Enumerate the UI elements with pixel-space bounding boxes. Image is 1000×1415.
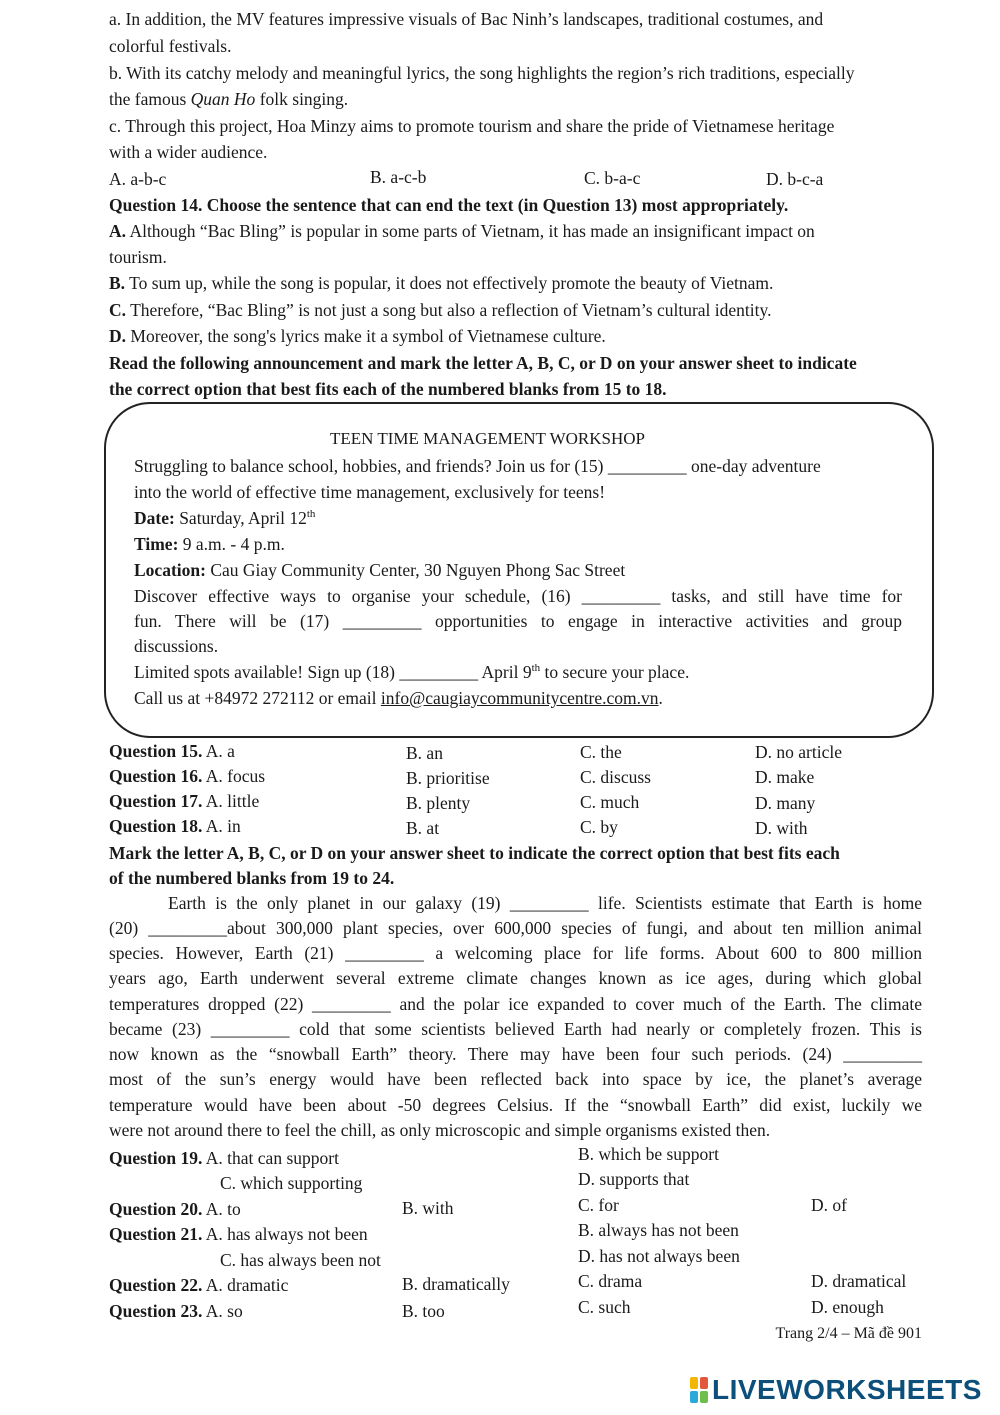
passage-line-8: most of the sun’s energy would have been reflected back into space by ice, the planet’s average	[109, 1069, 922, 1089]
announcement-p2-line2: fun. There will be (17) _________ opportunities to engage in interactive activities and group	[134, 611, 902, 631]
q21-label: Question 21.	[109, 1224, 203, 1244]
q14-option-c-label: C.	[109, 300, 127, 320]
q13-item-b-line2	[109, 88, 348, 110]
q17-option-c[interactable]: C. much	[580, 792, 640, 812]
q18-option-a[interactable]: A. in	[205, 816, 241, 836]
q14-option-c-text: Therefore, “Bac Bling” is not just a song but also a reflection of Vietnam’s cultural identity.	[130, 300, 772, 320]
q17-option-b[interactable]: B. plenty	[406, 793, 471, 813]
q13-item-b-text: the famous	[109, 89, 191, 109]
q22-option-a[interactable]: A. dramatic	[205, 1275, 289, 1295]
date-value: Saturday, April 12	[179, 508, 307, 528]
q21-option-b[interactable]: B. always has not been	[578, 1220, 739, 1240]
q17-option-a[interactable]: A. little	[205, 791, 260, 811]
q21-option-c[interactable]: C. has always been not	[220, 1250, 381, 1270]
page-footer: Trang 2/4 – Mã đề 901	[775, 1325, 922, 1342]
q17-row	[109, 790, 259, 812]
contact-text-end: .	[658, 688, 663, 708]
signup-date-suffix: th	[531, 662, 541, 675]
passage-line-6: became (23) _________ cold that some scientists believed Earth had nearly or completely frozen. This is	[109, 1019, 922, 1039]
q23-label: Question 23.	[109, 1301, 203, 1321]
instruction-15-18-line1: Read the following announcement and mark the letter A, B, C, or D on your answer sheet to indicate	[109, 353, 857, 373]
q23-option-c[interactable]: C. such	[578, 1297, 631, 1317]
passage-line-7: now known as the “snowball Earth” theory. There may have been four such periods. (24) _________	[109, 1044, 922, 1064]
q13-option-b[interactable]: B. a-c-b	[370, 167, 427, 187]
passage-line-10: were not around there to feel the chill, as only microscopic and simple organisms existed then.	[109, 1120, 771, 1140]
q22-option-c[interactable]: C. drama	[578, 1271, 643, 1291]
q14-stem: Question 14. Choose the sentence that can end the text (in Question 13) most appropriately.	[109, 195, 789, 215]
q21-option-a[interactable]: A. has always not been	[205, 1224, 368, 1244]
q23-option-d[interactable]: D. enough	[811, 1297, 884, 1317]
q15-option-d[interactable]: D. no article	[755, 742, 842, 762]
q13-item-b-text-end: folk singing.	[255, 89, 349, 109]
signup-text: Limited spots available! Sign up (18) _________ April 9	[134, 662, 532, 682]
passage-line-2: (20) _________about 300,000 plant species, over 600,000 species of fungi, and about ten million animal	[109, 918, 922, 938]
quan-ho-italic: Quan Ho	[190, 89, 256, 109]
q19-option-a[interactable]: A. that can support	[205, 1148, 339, 1168]
date-suffix: th	[306, 508, 316, 521]
q14-option-a-line1[interactable]	[109, 220, 815, 242]
q16-option-d[interactable]: D. make	[755, 767, 815, 787]
announcement-p2-line1: Discover effective ways to organise your schedule, (16) _________ tasks, and still have time for	[134, 586, 902, 606]
q14-option-d-label: D.	[109, 326, 127, 346]
q22-option-b[interactable]: B. dramatically	[402, 1274, 510, 1294]
q13-item-a-line2: colorful festivals.	[109, 36, 232, 56]
time-value: 9 a.m. - 4 p.m.	[182, 534, 285, 554]
q17-label: Question 17.	[109, 791, 203, 811]
passage-line-3: species. However, Earth (21) _________ a welcoming place for life forms. About 600 to 800 million	[109, 943, 922, 963]
q13-item-c-line2: with a wider audience.	[109, 142, 268, 162]
q19-option-b[interactable]: B. which be support	[578, 1144, 719, 1164]
q18-option-b[interactable]: B. at	[406, 818, 440, 838]
liveworksheets-logo[interactable]	[690, 1374, 982, 1406]
announcement-p1-line2: into the world of effective time management, exclusively for teens!	[134, 482, 606, 502]
q16-option-b[interactable]: B. prioritise	[406, 768, 490, 788]
q16-row	[109, 765, 265, 787]
announcement-p1-line1: Struggling to balance school, hobbies, and friends? Join us for (15) _________ one-day adventure	[134, 456, 821, 476]
q19-option-d[interactable]: D. supports that	[578, 1169, 690, 1189]
q16-label: Question 16.	[109, 766, 203, 786]
q18-label: Question 18.	[109, 816, 203, 836]
q15-option-a[interactable]: A. a	[205, 741, 235, 761]
q21-option-d[interactable]: D. has not always been	[578, 1246, 740, 1266]
announcement-p2-line3: discussions.	[134, 636, 219, 656]
q23-option-a[interactable]: A. so	[205, 1301, 243, 1321]
time-label: Time:	[134, 534, 179, 554]
q13-option-c[interactable]: C. b-a-c	[584, 168, 641, 188]
q20-option-d[interactable]: D. of	[811, 1195, 847, 1215]
logo-mark-icon	[690, 1377, 708, 1403]
announcement-title: TEEN TIME MANAGEMENT WORKSHOP	[330, 429, 645, 448]
q18-option-c[interactable]: C. by	[580, 817, 618, 837]
q20-label: Question 20.	[109, 1199, 203, 1219]
q23-row	[109, 1300, 243, 1322]
q15-row	[109, 740, 235, 762]
q19-label: Question 19.	[109, 1148, 203, 1168]
q15-option-c[interactable]: C. the	[580, 742, 622, 762]
q16-option-c[interactable]: C. discuss	[580, 767, 651, 787]
date-label: Date:	[134, 508, 175, 528]
q22-option-d[interactable]: D. dramatical	[811, 1271, 907, 1291]
instruction-19-24-line1: Mark the letter A, B, C, or D on your answer sheet to indicate the correct option that best fits each	[109, 843, 840, 863]
q15-label: Question 15.	[109, 741, 203, 761]
announcement-signup	[134, 661, 689, 683]
location-value: Cau Giay Community Center, 30 Nguyen Phong Sac Street	[210, 560, 626, 580]
q14-option-d-text: Moreover, the song's lyrics make it a symbol of Vietnamese culture.	[130, 326, 606, 346]
q15-option-b[interactable]: B. an	[406, 743, 443, 763]
q14-option-a-text: Although “Bac Bling” is popular in some parts of Vietnam, it has made an insignificant impact on	[129, 221, 815, 241]
q20-row	[109, 1198, 241, 1220]
q14-option-a-line2: tourism.	[109, 247, 167, 267]
q19-row	[109, 1147, 339, 1169]
announcement-location	[134, 559, 625, 581]
q19-option-c[interactable]: C. which supporting	[220, 1173, 363, 1193]
q22-row	[109, 1274, 288, 1296]
passage-line-4: years ago, Earth underwent several extreme climate changes known as ice ages, during which global	[109, 968, 922, 988]
announcement-time	[134, 533, 285, 555]
q13-item-b-line1: b. With its catchy melody and meaningful lyrics, the song highlights the region’s rich traditions, especially	[109, 63, 855, 83]
q13-item-a-line1: a. In addition, the MV features impressive visuals of Bac Ninh’s landscapes, traditional costumes, and	[109, 9, 824, 29]
passage-line-1: Earth is the only planet in our galaxy (19) _________ life. Scientists estimate that Earth is home	[168, 893, 922, 913]
q23-option-b[interactable]: B. too	[402, 1301, 445, 1321]
q20-option-a[interactable]: A. to	[205, 1199, 241, 1219]
q14-option-a-label: A.	[109, 221, 127, 241]
email-link[interactable]: info@caugiaycommunitycentre.com.vn	[380, 688, 659, 708]
logo-text: LIVEWORKSHEETS	[712, 1374, 982, 1405]
q13-item-c-line1: c. Through this project, Hoa Minzy aims to promote tourism and share the pride of Vietnamese heritage	[109, 116, 835, 136]
q16-option-a[interactable]: A. focus	[205, 766, 266, 786]
q13-option-d[interactable]: D. b-c-a	[766, 169, 824, 189]
q14-option-b-text: To sum up, while the song is popular, it does not effectively promote the beauty of Vietnam.	[129, 273, 774, 293]
q18-row	[109, 815, 241, 837]
q13-option-a[interactable]: A. a-b-c	[109, 169, 167, 189]
passage-line-5: temperatures dropped (22) _________ and the polar ice expanded to cover much of the Earth. The climate	[109, 994, 922, 1014]
location-label: Location:	[134, 560, 206, 580]
q22-label: Question 22.	[109, 1275, 203, 1295]
q21-row	[109, 1223, 368, 1245]
signup-text-end: to secure your place.	[540, 662, 690, 682]
q20-option-b[interactable]: B. with	[402, 1198, 454, 1218]
announcement-date	[134, 507, 315, 529]
instruction-15-18-line2: the correct option that best fits each of the numbered blanks from 15 to 18.	[109, 379, 667, 399]
q14-option-b[interactable]	[109, 272, 773, 294]
q14-option-b-label: B.	[109, 273, 126, 293]
announcement-contact	[134, 687, 663, 709]
q14-option-d[interactable]	[109, 325, 606, 347]
q18-option-d[interactable]: D. with	[755, 818, 808, 838]
q14-option-c[interactable]	[109, 299, 772, 321]
passage-line-9: temperature would have been about -50 degrees Celsius. If the “snowball Earth” did exist, luckily we	[109, 1095, 922, 1115]
q17-option-d[interactable]: D. many	[755, 793, 816, 813]
contact-text: Call us at +84972 272112 or email	[134, 688, 381, 708]
q20-option-c[interactable]: C. for	[578, 1195, 619, 1215]
instruction-19-24-line2: of the numbered blanks from 19 to 24.	[109, 868, 395, 888]
